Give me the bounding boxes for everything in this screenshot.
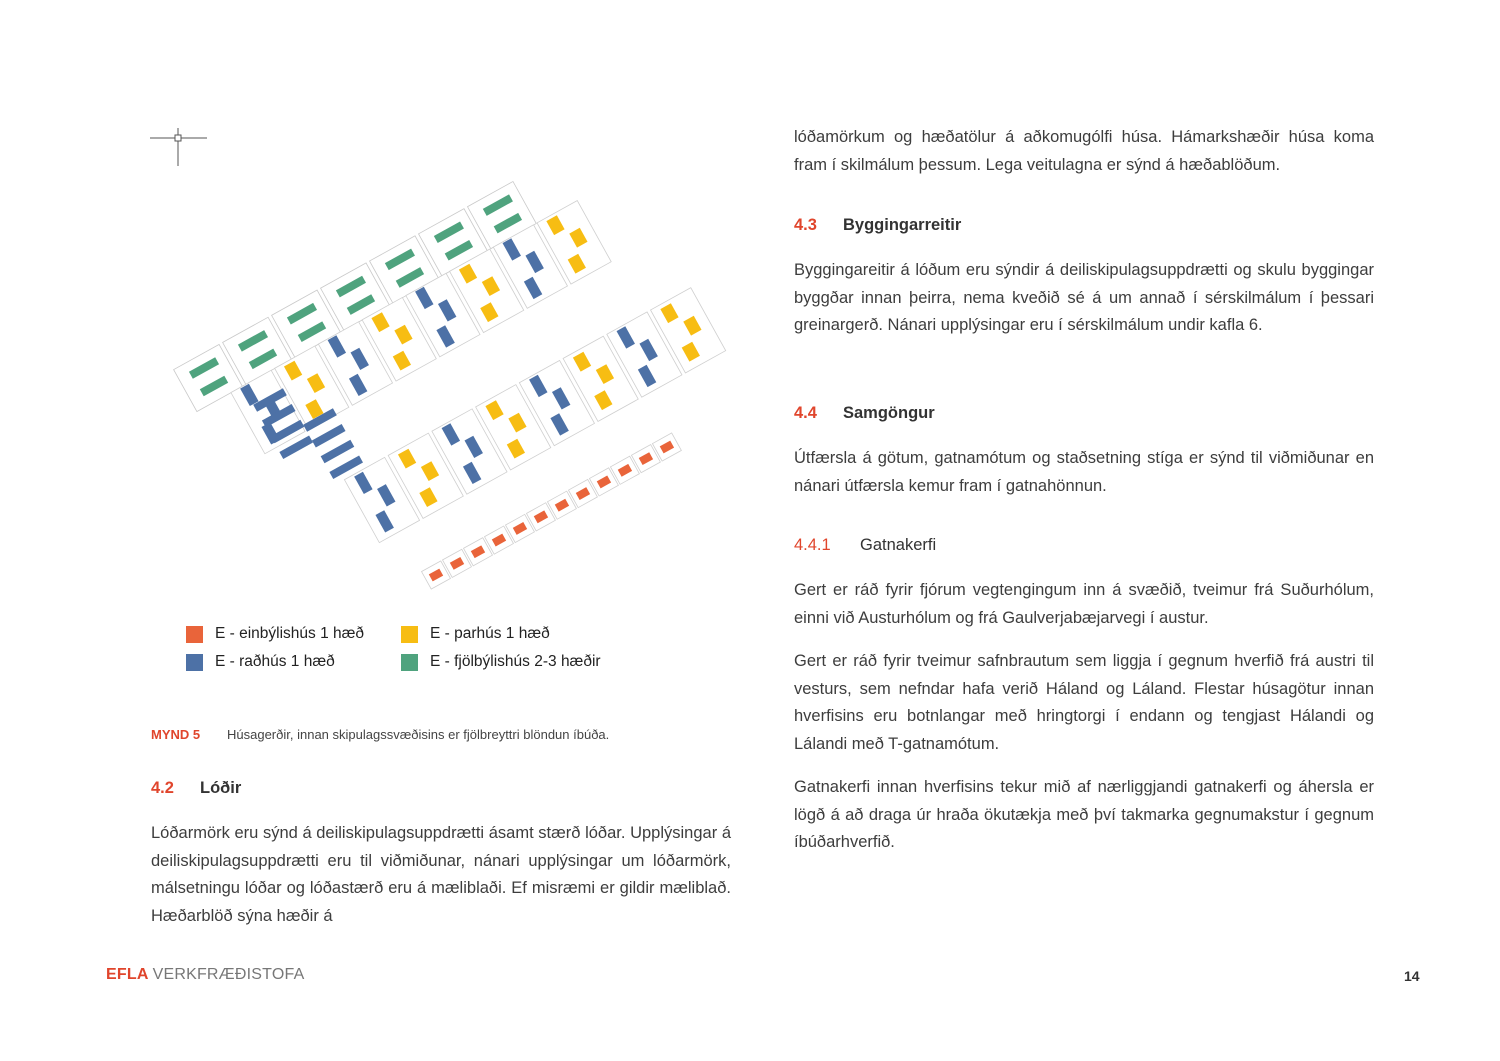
row-house	[321, 440, 355, 463]
legend-label: E - fjölbýlishús 2-3 hæðir	[430, 653, 601, 670]
heading-title: Samgöngur	[843, 404, 935, 422]
subsection-heading-4-4-1	[794, 536, 936, 555]
section-heading-4-4	[794, 404, 935, 423]
heading-number: 4.4	[794, 404, 817, 422]
heading-number: 4.4.1	[794, 536, 831, 554]
caption-text: Húsagerðir, innan skipulagssvæðisins er fjölbreyttri blöndun íbúða.	[227, 727, 610, 742]
legend-label: E - einbýlishús 1 hæð	[215, 625, 365, 642]
section-body-4-4: Útfærsla á götum, gatnamótum og staðsetning stíga er sýnd til viðmiðunar en nánari útfærsla kemur fram í gatnahönnun.	[794, 449, 1374, 495]
crosshair-icon	[150, 128, 207, 166]
heading-number: 4.3	[794, 216, 817, 234]
brand-subtitle: VERKFRÆÐISTOFA	[152, 966, 305, 983]
legend-item-einbylishus	[186, 625, 364, 643]
paragraph-gatnakerfi-1: Gert er ráð fyrir fjórum vegtengingum inn á svæðið, tveimur frá Suðurhólum, einni við Austurhólum og frá Gaulverjabæjarvegi í austur.	[794, 581, 1374, 627]
legend-swatch-orange	[186, 626, 203, 643]
legend-item-fjolbylishus	[401, 653, 601, 671]
heading-title: Lóðir	[200, 779, 242, 797]
paragraph-gatnakerfi-2: Gert er ráð fyrir tveimur safnbrautum sem liggja í gegnum hverfið frá austri til vesturs, sem nefndar hafa verið Háland og Láland. Flestar húsagötur innan hverfisins eru botnlangar með hringtorgi í endann og tengjast Hálandi og Lálandi með T-gatnamótum.	[794, 652, 1374, 753]
legend-label: E - parhús 1 hæð	[430, 625, 550, 642]
site-plan-map	[150, 120, 730, 600]
section-body-4-3: Byggingareitir á lóðum eru sýndir á deiliskipulagsuppdrætti og skulu byggingar byggðar innan þeirra, nema kveðið sé á um annað í sérskilmálum í þessari greinargerð. Nánari upplýsingar eru í sérskilmálum undir kafla 6.	[794, 261, 1374, 335]
figure-caption	[151, 727, 609, 742]
section-heading-4-3	[794, 216, 961, 235]
legend-item-radhus	[186, 653, 335, 671]
page-number: 14	[1404, 968, 1420, 984]
legend-swatch-green	[401, 654, 418, 671]
footer-brand	[106, 966, 304, 984]
section-body-4-2: Lóðarmörk eru sýnd á deiliskipulagsuppdrætti ásamt stærð lóðar. Upplýsingar á deiliskipulagsuppdrætti eru til viðmiðunar, nánari upplýsingar um lóðarmörk, málsetningu lóðar og lóðastærð eru á mæliblaði. Ef misræmi er gildir mæliblað. Hæðarblöð sýna hæðir á	[151, 824, 731, 925]
continued-paragraph: lóðamörkum og hæðatölur á aðkomugólfi húsa. Hámarkshæðir húsa koma fram í skilmálum þessum. Lega veitulagna er sýnd á hæðablöðum.	[794, 128, 1374, 174]
row-house	[312, 424, 346, 447]
heading-number: 4.2	[151, 779, 174, 797]
heading-title: Gatnakerfi	[860, 536, 937, 554]
caption-label: MYND 5	[151, 727, 201, 742]
section-heading-4-2	[151, 779, 241, 798]
legend-item-parhus	[401, 625, 550, 643]
legend-swatch-blue	[186, 654, 203, 671]
heading-title: Byggingarreitir	[843, 216, 962, 234]
paragraph-gatnakerfi-3: Gatnakerfi innan hverfisins tekur mið af nærliggjandi gatnakerfi og áhersla er lögð á að draga úr hraða ökutækja með því takmarka gegnumakstur í gegnum íbúðarhverfið.	[794, 778, 1374, 852]
legend-label: E - raðhús 1 hæð	[215, 653, 335, 670]
legend-swatch-yellow	[401, 626, 418, 643]
plot-grid	[174, 182, 726, 590]
brand-logo-text: EFLA	[106, 966, 149, 983]
